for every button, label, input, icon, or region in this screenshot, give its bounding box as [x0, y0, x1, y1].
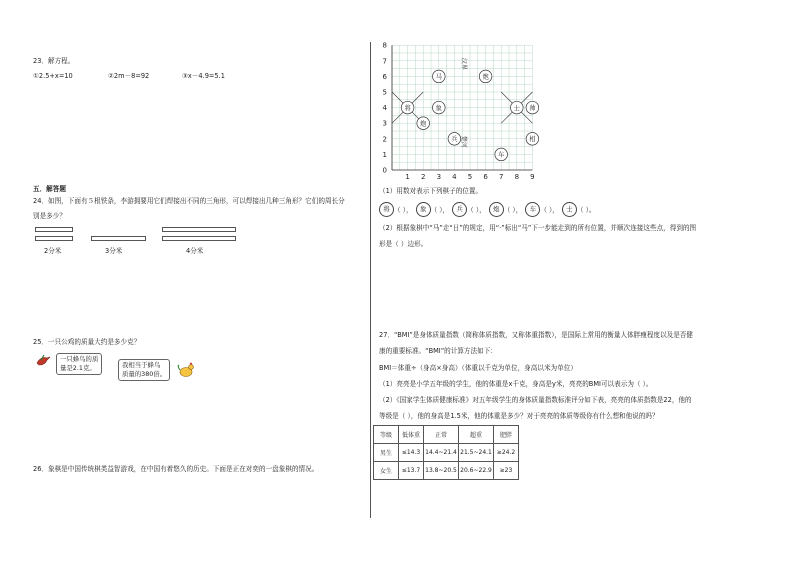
q26-sub2-line1: （2）根据象棋中“马”走“日”的规定，用“·”标出“马”下一步能走到的所有位置，并顺次连接这些点，得到的图	[379, 224, 697, 232]
x-tick-label: 1	[405, 173, 410, 181]
section-5-heading: 五．解答题	[33, 185, 66, 193]
q26-sub1: （1）用数对表示下列棋子的位置。	[379, 187, 483, 195]
stick-4dm-label: 4分米	[186, 247, 204, 255]
hummingbird-icon	[35, 354, 51, 368]
y-tick-label: 8	[382, 41, 387, 50]
chess-piece-label: 马	[435, 73, 442, 81]
answer-blank: （ ），	[467, 205, 486, 214]
table-row	[374, 444, 519, 462]
table-row	[374, 462, 519, 480]
q23-eq3: ③x－4.9=5.1	[182, 72, 225, 80]
bubble1-line1: 一只蜂鸟的质	[60, 355, 99, 363]
y-tick-label: 1	[382, 150, 387, 159]
table-header-row	[374, 426, 519, 444]
table-cell: 女生	[374, 462, 399, 480]
x-tick-label: 6	[483, 173, 488, 181]
rooster-speech-bubble	[118, 359, 170, 381]
river-label: 楚河	[460, 135, 468, 148]
y-tick-label: 4	[382, 104, 387, 113]
q27-line5: （2）《国家学生体质健康标准》对五年级学生的身体质量指数标准评分如下表，亮亮的体质指数是22，他的	[379, 396, 692, 404]
stick-3dm-label: 3分米	[105, 247, 123, 255]
q27-line3: BMI＝体重÷（身高×身高）（体重以千克为单位，身高以米为单位）	[379, 364, 577, 372]
q26-text: 26．象棋是中国传统棋类益智游戏，在中国有着悠久的历史。下面是正在对奕的一盘象棋的情况。	[33, 465, 319, 473]
answer-blank: （ ）。	[576, 205, 596, 214]
answer-blank: （ ），	[394, 205, 413, 214]
q23-eq2: ②2m－8=92	[108, 72, 150, 80]
column-divider	[370, 42, 371, 518]
table-cell: 正常	[424, 426, 459, 444]
table-cell: ≥24.2	[494, 444, 519, 462]
q23-title: 23．解方程。	[33, 57, 75, 65]
chess-piece-label: 士	[513, 104, 520, 112]
table-cell: ≤13.7	[399, 462, 424, 480]
q27-line4: （1）亮亮是小学五年级的学生，他的体重是x千克，身高是y米，亮亮的BMI可以表示为（ ）。	[379, 380, 653, 388]
stick-3dm	[91, 236, 146, 241]
x-tick-label: 2	[420, 173, 426, 181]
table-cell: 14.4~21.4	[424, 444, 459, 462]
table-cell: 肥胖	[494, 426, 519, 444]
chess-piece-chip: 炮	[489, 202, 504, 217]
q24-line2: 别是多少？	[33, 212, 66, 220]
chess-piece-chip: 士	[562, 202, 577, 217]
q25-title: 25．一只公鸡的质量大约是多少克？	[33, 338, 141, 346]
chip-answer-row	[379, 202, 598, 217]
table-cell: 13.8~20.5	[424, 462, 459, 480]
chess-piece-label: 车	[498, 151, 505, 159]
chess-board-grid	[374, 40, 544, 182]
river-label: 汉界	[460, 57, 468, 70]
bmi-standard-table	[373, 425, 519, 480]
y-tick-label: 0	[382, 166, 387, 175]
q27-line2: 康的重要标准。“BMI”的计算方法如下：	[379, 347, 497, 355]
y-tick-label: 2	[382, 135, 387, 144]
y-tick-label: 7	[382, 57, 387, 66]
table-cell: ≥23	[494, 462, 519, 480]
chess-piece-label: 兵	[451, 136, 458, 144]
x-tick-label: 9	[530, 173, 535, 181]
stick-2dm-label: 2分米	[44, 247, 62, 255]
bubble2-line1: 我相当于蜂鸟	[122, 361, 161, 369]
bubble1-line2: 量是2.1克。	[60, 364, 96, 372]
table-cell: 男生	[374, 444, 399, 462]
chess-piece-chip: 兵	[452, 202, 467, 217]
stick-4dm-a	[162, 227, 236, 232]
q24-line1: 24．如图，下面有５根铁条，李游拥要用它们焊接出不同的三角形，可以焊接出几种三角形？它们的周长分	[33, 197, 345, 205]
table-cell: 等级	[374, 426, 399, 444]
chess-piece-label: 炮	[482, 73, 489, 81]
x-tick-label: 4	[452, 173, 457, 181]
stick-2dm-a	[35, 227, 73, 232]
table-cell: 低体重	[399, 426, 424, 444]
y-tick-label: 3	[382, 119, 387, 128]
chess-piece-label: 相	[529, 136, 536, 144]
y-tick-label: 6	[382, 72, 387, 81]
y-tick-label: 5	[382, 88, 387, 97]
x-tick-label: 3	[436, 173, 442, 181]
answer-blank: （ ），	[540, 205, 559, 214]
chess-piece-label: 将	[404, 104, 411, 112]
chess-piece-chip: 象	[416, 202, 431, 217]
hummingbird-speech-bubble	[56, 353, 102, 375]
x-tick-label: 7	[498, 173, 504, 181]
chess-piece-label: 象	[435, 104, 442, 112]
answer-blank: （ ），	[430, 205, 450, 214]
stick-4dm-b	[162, 236, 236, 241]
x-tick-label: 5	[467, 173, 473, 181]
q27-line1: 27．“BMI”是身体质量指数（简称体质指数，又称体重指数），是国际上常用的衡量人体胖瘦程度以及是否健	[379, 331, 693, 339]
chess-piece-chip: 将	[379, 202, 394, 217]
table-cell: 21.5~24.1	[459, 444, 494, 462]
table-cell: 超重	[459, 426, 494, 444]
chess-piece-label: 炮	[420, 120, 427, 128]
chess-piece-chip: 车	[525, 202, 540, 217]
q23-eq1: ①2.5+x=10	[33, 72, 73, 80]
bubble2-line2: 质量的380倍。	[122, 370, 167, 378]
x-tick-label: 8	[514, 173, 520, 181]
q26-sub2-line2: 形是（ ）边形。	[379, 240, 428, 248]
stick-2dm-b	[35, 236, 73, 241]
answer-blank: （ ），	[503, 205, 523, 214]
table-cell: 20.6~22.9	[459, 462, 494, 480]
table-cell: ≤14.3	[399, 444, 424, 462]
q27-line6: 等级是（ ），他的身高是1.5米，他的体重是多少？对于亮亮的体质等级你有什么想和他说的吗？	[379, 412, 659, 420]
rooster-icon	[177, 362, 195, 378]
chess-piece-label: 帅	[529, 104, 536, 112]
